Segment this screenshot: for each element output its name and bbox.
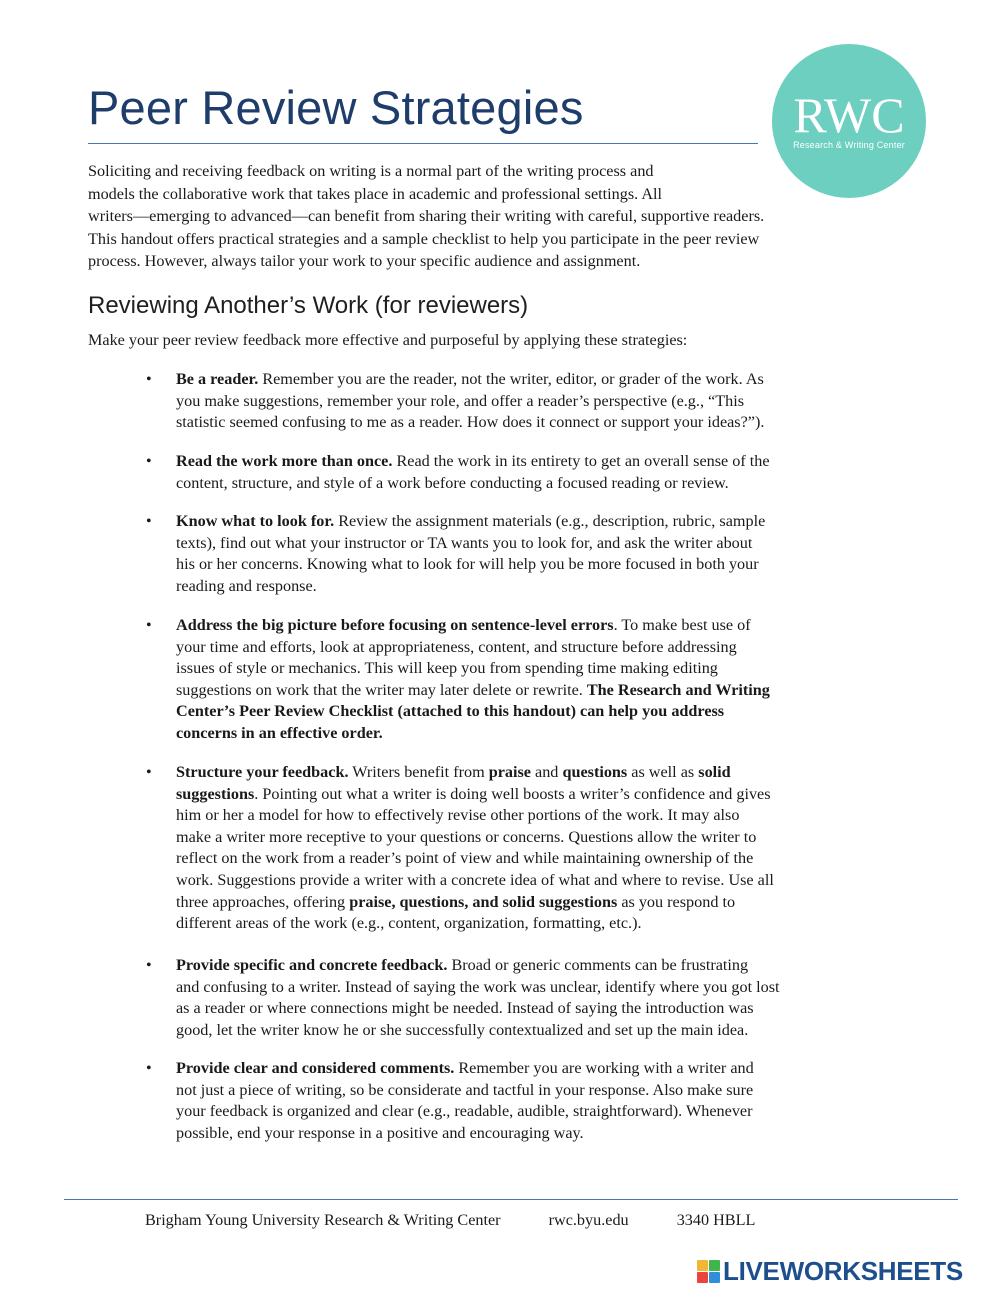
bold-text: The Research and Writing [586, 680, 770, 699]
body-text: Read the work in its entirety to get an overall sense of the [392, 452, 770, 470]
section-lead: Make your peer review feedback more effective and purposeful by applying these strategies: [88, 331, 688, 349]
body-text: as you respond to [617, 892, 736, 911]
body-text: and confusing to a writer. Instead of saying the work was unclear, identify where you got lost [176, 977, 780, 996]
bullet-icon: • [146, 513, 152, 530]
page-title: Peer Review Strategies [88, 81, 584, 134]
body-text: as a reader or where connections might be needed. Instead of saying the introduction was [176, 999, 754, 1018]
body-text: content, structure, and style of a work before conducting a focused reading or review. [176, 473, 729, 492]
body-text: different areas of the work (e.g., content, organization, formatting, etc.). [176, 914, 642, 933]
intro-line: process. However, always tailor your work to your specific audience and assignment. [88, 252, 641, 270]
intro-line: This handout offers practical strategies and a sample checklist to help you participate in the peer review [88, 229, 760, 248]
body-text: statistic seemed confusing to me as a reader. How does it connect or support your ideas?”). [176, 413, 765, 432]
bullet-icon: • [146, 371, 152, 388]
bullet-icon: • [146, 617, 152, 634]
footer-organization: Brigham Young University Research & Writing Center [145, 1211, 501, 1229]
body-text: Writers benefit from [348, 763, 489, 781]
footer [145, 1211, 755, 1230]
strategy-item [146, 955, 880, 1041]
logo-block [697, 1260, 708, 1271]
body-text: Remember you are the reader, not the writer, editor, or grader of the work. As [258, 370, 764, 388]
strategy-item [146, 762, 880, 935]
logo-subtitle: Research & Writing Center [793, 140, 905, 150]
bold-text: Provide clear and considered comments. [176, 1059, 455, 1077]
strategy-item [146, 451, 880, 494]
intro-line: models the collaborative work that takes place in academic and professional settings. All [88, 184, 663, 203]
liveworksheets-wordmark: LIVEWORKSHEETS [723, 1255, 963, 1286]
bold-text: Provide specific and concrete feedback. [176, 956, 448, 974]
body-text: possible, end your response in a positive and encouraging way. [176, 1123, 584, 1142]
body-text: make a writer more receptive to your questions or concerns. Questions allow the writer to [176, 827, 757, 846]
body-text: Review the assignment materials (e.g., description, rubric, sample [334, 512, 766, 530]
bold-text: suggestions [176, 784, 255, 803]
bold-text: Read the work more than once. [176, 452, 393, 470]
body-text: not just a piece of writing, so be considerate and tactful in your response. Also make sure [176, 1080, 754, 1099]
strategy-item [146, 615, 880, 745]
section-heading: Reviewing Another’s Work (for reviewers) [88, 292, 529, 319]
footer-website: rwc.byu.edu [548, 1211, 629, 1229]
body-text: as well as [627, 763, 699, 781]
bold-text: Structure your feedback. [176, 763, 349, 781]
bold-text: praise [488, 763, 531, 781]
bold-text: praise, questions, and solid suggestions [349, 892, 618, 911]
logo-block [697, 1272, 708, 1283]
bullet-icon: • [146, 1060, 152, 1077]
body-text: issues of style or mechanics. This will keep you from spending time making editing [176, 659, 718, 678]
body-text: good, let the writer know he or she successfully contextualized and set up the main idea. [176, 1020, 749, 1039]
body-text: suggestions on work that the writer may later delete or rewrite. [176, 680, 587, 699]
bold-text: solid [698, 763, 731, 781]
bold-text: questions [562, 763, 628, 781]
body-text: and [530, 763, 563, 781]
body-text: Broad or generic comments can be frustrating [447, 956, 749, 974]
liveworksheets-watermark [697, 1257, 963, 1285]
footer-divider [64, 1199, 958, 1200]
body-text: reflect on the work from a reader’s point of view and while maintaining ownership of the [176, 849, 754, 868]
strategy-item [146, 369, 880, 434]
bold-text: Center’s Peer Review Checklist (attached to this handout) can help you address [176, 702, 725, 721]
logo-wordmark: RWC [793, 87, 905, 143]
body-text: you make suggestions, remember your role, and offer a reader’s perspective (e.g., “This [176, 391, 745, 410]
bold-text: Address the big picture before focusing on sentence-level errors [176, 616, 614, 634]
intro-line: writers—emerging to advanced—can benefit from sharing their writing with careful, supportive readers. [88, 207, 765, 225]
body-text: your feedback is organized and clear (e.g., readable, audible, straightforward). Whenever [176, 1102, 753, 1121]
liveworksheets-logo-icon [697, 1260, 720, 1283]
body-text: . To make best use of [613, 616, 751, 634]
body-text: reading and response. [176, 576, 317, 595]
body-text: Remember you are working with a writer and [454, 1059, 754, 1077]
body-text: him or her a model for how to effectively revise other portions of the work. It may also [176, 806, 740, 825]
body-text: work. Suggestions provide a writer with a concrete idea of what and where to revise. Use all [176, 870, 774, 889]
body-text: his or her concerns. Knowing what to look for will help you be more focused in both your [176, 555, 759, 574]
strategy-item [146, 511, 880, 597]
logo-block [709, 1260, 720, 1271]
strategy-item [146, 1058, 880, 1144]
bullet-icon: • [146, 764, 152, 781]
body-text: texts), find out what your instructor or TA wants you to look for, and ask the writer about [176, 533, 753, 552]
body-text: your time and efforts, look at appropriateness, content, and structure before addressing [176, 637, 737, 656]
logo-block [709, 1272, 720, 1283]
body-text: . Pointing out what a writer is doing well boosts a writer’s confidence and gives [254, 784, 771, 803]
bold-text: Know what to look for. [176, 512, 335, 530]
intro-line: Soliciting and receiving feedback on writing is a normal part of the writing process and [88, 162, 654, 180]
body-text: three approaches, offering [176, 892, 350, 911]
intro-paragraph [88, 160, 888, 273]
bullet-icon: • [146, 453, 152, 470]
bold-text: concerns in an effective order. [176, 723, 383, 742]
bold-text: Be a reader. [176, 370, 259, 388]
footer-location: 3340 HBLL [676, 1211, 756, 1229]
title-divider [88, 143, 758, 144]
bullet-icon: • [146, 957, 152, 974]
